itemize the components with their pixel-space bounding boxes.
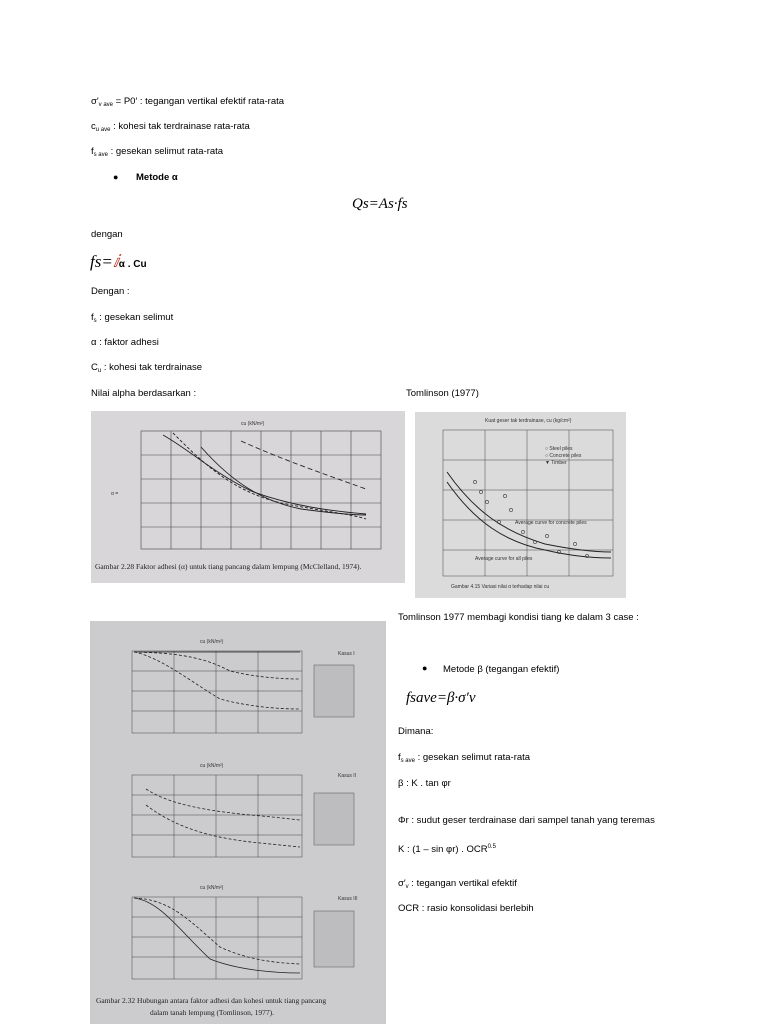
fs-ave-line: $f_{s ave}$ : gesekan selimut rata-rata: [91, 146, 224, 158]
svg-text:Gambar 2.32 Hubungan antara fa: Gambar 2.32 Hubungan antara faktor adhesi dan kohesi untuk tiang pancang: [96, 996, 327, 1005]
k-def: K : (1 – sin φr) . $OCR^{0.5}$: [398, 844, 496, 855]
equation-qs: Qs=As·fs: [352, 196, 408, 212]
svg-text:○ Steel piles: ○ Steel piles: [545, 446, 573, 452]
svg-text:cu (kN/m²): cu (kN/m²): [200, 763, 224, 769]
metode-alpha-heading: Metode α: [136, 172, 178, 183]
equation-fs: fs=ⅈα . Cu: [90, 252, 147, 271]
tomlinson-variation-figure: [415, 412, 626, 598]
sigma-v-ave-line: $\sigma'_{v ave} = P0'$ : tegangan vertikal efektif rata-rata: [91, 96, 285, 108]
svg-text:Kasus I: Kasus I: [338, 651, 355, 657]
phi-def: Φr : sudut geser terdrainase dari sampel tanah yang teremas: [398, 815, 655, 826]
alpha-def: α : faktor adhesi: [91, 337, 159, 348]
svg-text:▼ Timber: ▼ Timber: [545, 460, 567, 466]
svg-text:Gambar 2.28 Faktor adhesi (α): Gambar 2.28 Faktor adhesi (α) untuk tiang pancang dalam lempung (McClelland, 1974).: [95, 562, 362, 571]
ocr-def: OCR : rasio konsolidasi berlebih: [398, 903, 534, 914]
fs-def: $f_s$ : gesekan selimut: [91, 312, 174, 324]
svg-text:cu (kN/m²): cu (kN/m²): [200, 639, 224, 645]
fsave-def: $f_{s ave}$ : gesekan selimut rata-rata: [398, 752, 531, 764]
bullet-icon: ●: [422, 663, 428, 673]
svg-text:Average curve for all piles: Average curve for all piles: [475, 556, 533, 562]
tomlinson-heading: Tomlinson (1977): [406, 388, 479, 399]
svg-text:Average curve for concrete pil: Average curve for concrete piles: [515, 520, 587, 526]
svg-text:cu (kN/m²): cu (kN/m²): [200, 885, 224, 891]
cu-def: $C_u$ : kohesi tak terdrainase: [91, 362, 203, 374]
svg-text:Gambar 4.15 Variasi nilai α te: Gambar 4.15 Variasi nilai α terhadap nilai cu: [451, 584, 550, 590]
nilai-alpha-text: Nilai alpha berdasarkan :: [91, 388, 197, 399]
tomlinson-cases-figure: [90, 621, 386, 1024]
svg-text:cu (kN/m²): cu (kN/m²): [241, 421, 265, 427]
svg-text:○ Concrete piles: ○ Concrete piles: [545, 453, 582, 459]
equation-fsave: fsave=β·σ′v: [406, 690, 476, 706]
svg-text:Kasus III: Kasus III: [338, 896, 358, 902]
svg-text:Kuat geser tak terdrainase, cu: Kuat geser tak terdrainase, cu (kg/cm²): [485, 418, 572, 424]
cu-ave-line: $c_{u ave}$ : kohesi tak terdrainase rata-rata: [91, 121, 250, 133]
svg-text:Kasus II: Kasus II: [338, 773, 357, 779]
dengan-text: dengan: [91, 229, 123, 240]
svg-text:dalam tanah lempung (Tomlinson: dalam tanah lempung (Tomlinson, 1977).: [150, 1008, 275, 1017]
bullet-icon: ●: [113, 172, 119, 182]
beta-def: β : K . tan φr: [398, 778, 451, 789]
mcclelland-figure: [91, 411, 405, 583]
tomlinson-case-text: Tomlinson 1977 membagi kondisi tiang ke dalam 3 case :: [398, 612, 639, 623]
sigma-v-def: $\sigma'_v$ : tegangan vertikal efektif: [398, 878, 517, 890]
metode-beta-heading: Metode β (tegangan efektif): [443, 664, 560, 675]
svg-text:α =: α =: [111, 491, 119, 497]
dimana-text: Dimana:: [398, 726, 434, 737]
dengan-colon: Dengan :: [91, 286, 130, 297]
